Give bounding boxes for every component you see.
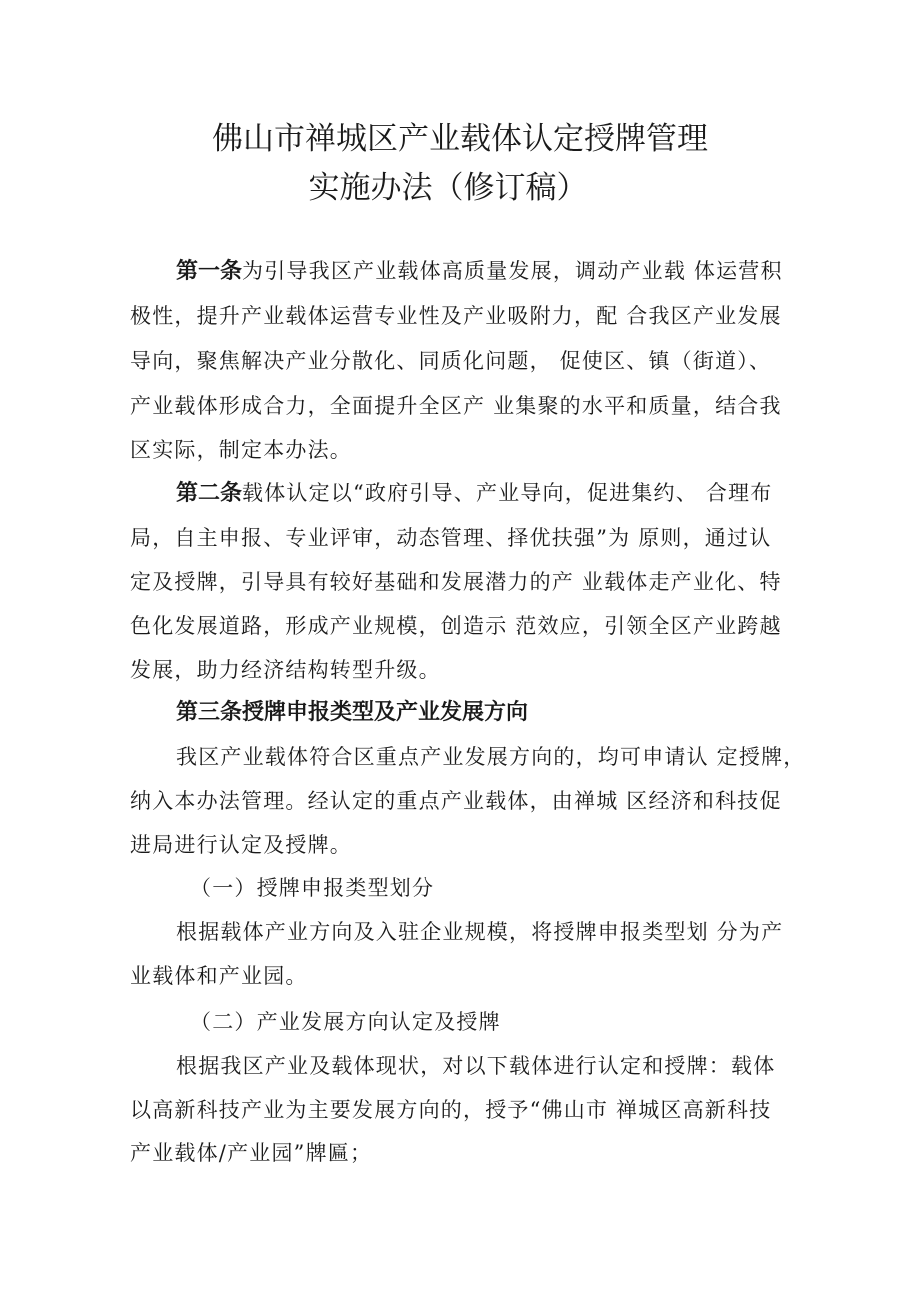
article1-line5: 区实际，制定本办法。 [130, 438, 352, 462]
document-title-line1: 佛山市禅城区产业载体认定授牌管理 [212, 121, 708, 157]
article2-line2: 局，自主申报、专业评审，动态管理、择优扶强”为 原则，通过认 [130, 526, 772, 550]
article1-line3: 导向，聚焦解决产业分散化、同质化问题， 促使区、镇（街道）、 [130, 349, 772, 373]
article3-para1-line2: 纳入本办法管理。经认定的重点产业载体，由禅城 区经济和科技促 [130, 789, 782, 813]
article3-sub1-heading: （一）授牌申报类型划分 [190, 876, 435, 900]
article1-label: 第一条 [176, 259, 243, 284]
article3-sub2-line3: 产业载体/产业园”牌匾； [130, 1141, 373, 1165]
article2-line4: 色化发展道路，形成产业规模，创造示 范效应，引领全区产业跨越 [130, 614, 782, 638]
article3-sub2-line1: 根据我区产业及载体现状，对以下载体进行认定和授牌：载体 [176, 1054, 776, 1078]
article2-line1 [176, 478, 866, 509]
article1-line1 [176, 256, 866, 287]
article3-para1-line1: 我区产业载体符合区重点产业发展方向的，均可申请认 定授牌， [176, 745, 806, 769]
article3-sub1-line1: 根据载体产业方向及入驻企业规模，将授牌申报类型划 分为产 [176, 920, 784, 944]
article2-line3: 定及授牌，引导具有较好基础和发展潜力的产 业载体走产业化、特 [130, 570, 782, 594]
article3-sub1-line2: 业载体和产业园。 [130, 964, 308, 988]
article2-label: 第二条 [176, 481, 243, 506]
article3-sub2-line2: 以高新科技产业为主要发展方向的，授予“佛山市 禅城区高新科技 [130, 1098, 772, 1122]
article2-line5: 发展，助力经济结构转型升级。 [130, 658, 441, 682]
article3-heading: 第三条授牌申报类型及产业发展方向 [176, 700, 529, 725]
article1-text-line1: 为引导我区产业载体高质量发展，调动产业载 体运营积 [242, 259, 783, 283]
article3-para1-line3: 进局进行认定及授牌。 [130, 833, 352, 857]
document-title-line2: 实施办法（修订稿） [308, 170, 588, 206]
article1-line2: 极性，提升产业载体运营专业性及产业吸附力，配 合我区产业发展 [130, 304, 782, 328]
article1-line4: 产业载体形成合力，全面提升全区产 业集聚的水平和质量，结合我 [130, 394, 782, 418]
article2-text-line1: 载体认定以“政府引导、产业导向，促进集约、 合理布 [242, 481, 773, 505]
article3-sub2-heading: （二）产业发展方向认定及授牌 [190, 1010, 501, 1034]
